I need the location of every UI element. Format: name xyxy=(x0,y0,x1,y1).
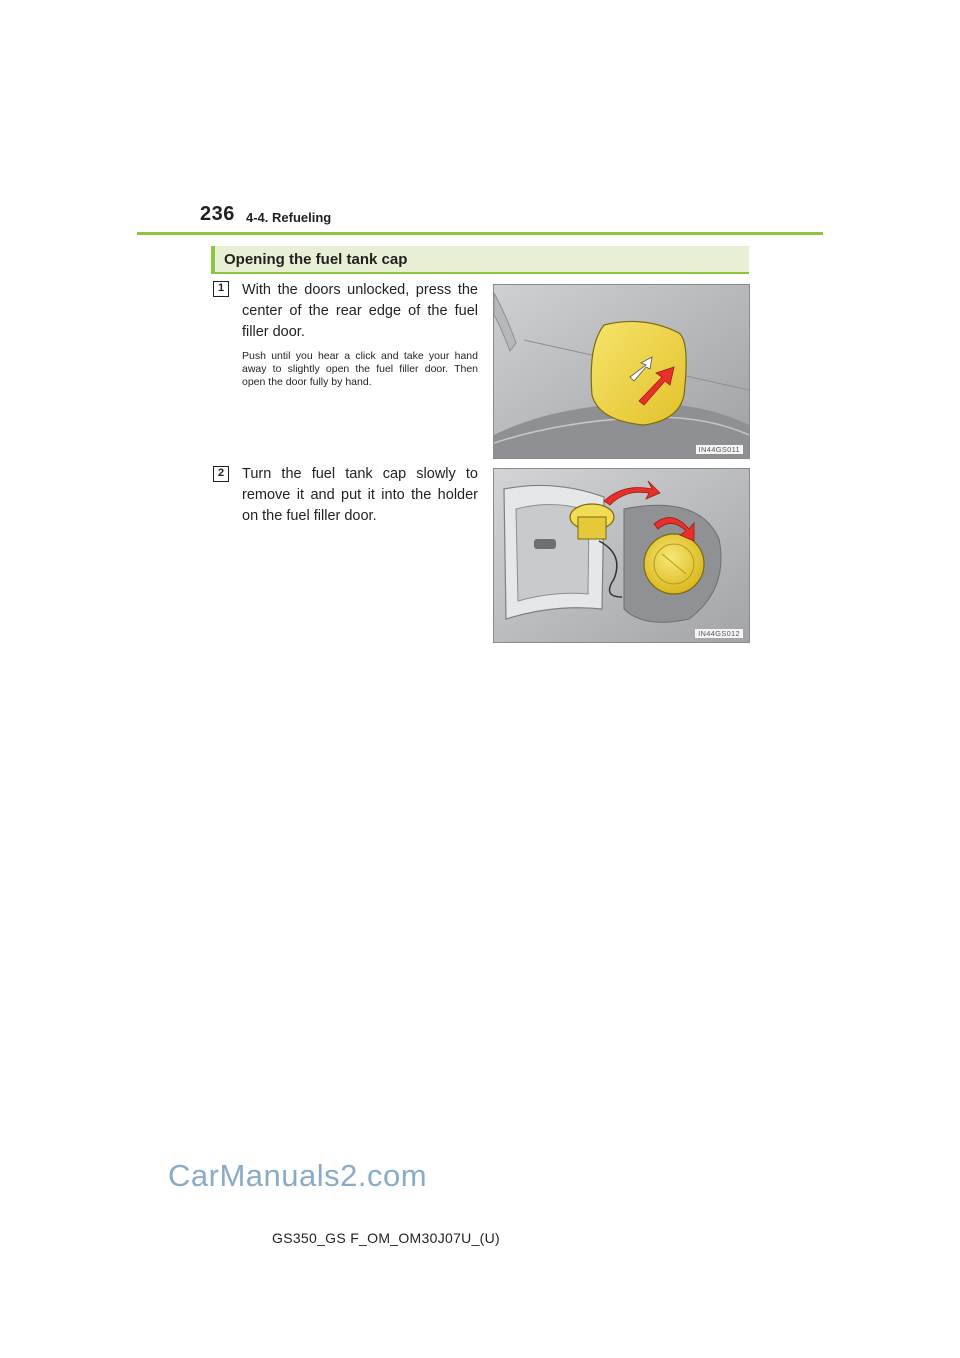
figure-code: IN44GS012 xyxy=(695,629,743,638)
step-1-text: With the doors unlocked, press the center of the rear edge of the fuel filler door. xyxy=(242,282,478,340)
step-1-note: Push until you hear a click and take your hand away to slightly open the fuel filler door. Then open the door fully by hand. xyxy=(242,350,478,388)
section-heading xyxy=(211,246,749,274)
header-rule xyxy=(137,232,823,235)
figure-code: IN44GS011 xyxy=(696,445,743,454)
section-title: Opening the fuel tank cap xyxy=(224,251,408,268)
footer-code: GS350_GS F_OM_OM30J07U_(U) xyxy=(272,1230,500,1246)
page-number: 236 xyxy=(200,203,235,225)
fuel-door-figure xyxy=(493,284,750,459)
step-2-badge: 2 xyxy=(213,466,229,482)
watermark: CarManuals2.com xyxy=(168,1158,428,1193)
fuel-cap-illustration xyxy=(494,469,749,642)
chapter-title: 4-4. Refueling xyxy=(246,210,332,225)
fuel-door-illustration xyxy=(494,285,749,458)
fuel-cap-figure xyxy=(493,468,750,643)
step-1-badge: 1 xyxy=(213,281,229,297)
step-2-text: Turn the fuel tank cap slowly to remove it and put it into the holder on the fuel filler door. xyxy=(242,466,478,524)
